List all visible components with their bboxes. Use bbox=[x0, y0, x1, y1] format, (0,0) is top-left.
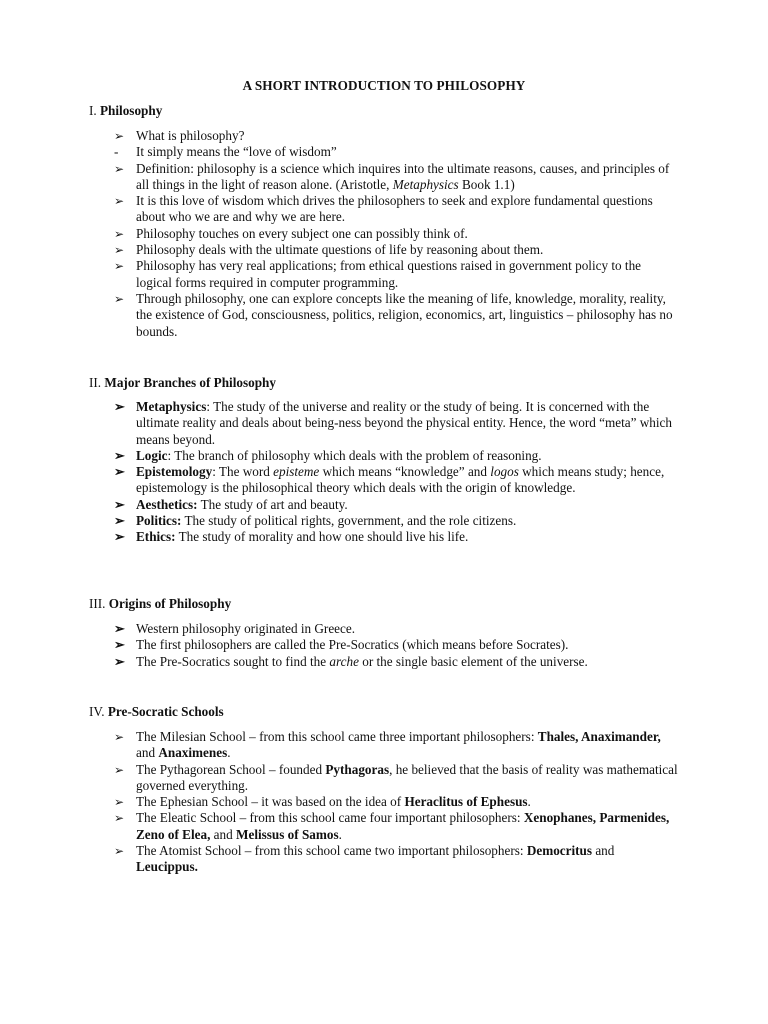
list-item: ➢ Philosophy has very real applications; from ethical questions raised in government policy to the logical forms required in computer programming. bbox=[114, 258, 642, 290]
list-item: ➢ Metaphysics: The study of the universe and reality or the study of being. It is concerned with the ultimate reality and deals about being-ness beyond the physical entity. Hence, the word “meta” which means beyond. bbox=[114, 399, 672, 447]
list-item: ➢ Aesthetics: The study of art and beauty. bbox=[114, 496, 348, 512]
origins-list bbox=[114, 621, 679, 670]
arrow-bullet-icon: ➢ bbox=[114, 259, 125, 274]
dash-bullet: - bbox=[114, 144, 119, 160]
list-subitem: - It simply means the “love of wisdom” bbox=[114, 144, 337, 160]
schools-list bbox=[114, 729, 679, 876]
arrow-bullet-icon: ➢ bbox=[114, 399, 125, 414]
section-numeral: III. bbox=[89, 596, 106, 611]
branches-list bbox=[114, 399, 679, 546]
arrow-bullet-icon: ➢ bbox=[114, 529, 125, 545]
list-item: ➢ The Ephesian School – it was based on the idea of Heraclitus of Ephesus. bbox=[114, 794, 531, 810]
arrow-bullet-icon: ➢ bbox=[114, 464, 125, 480]
arrow-bullet-icon: ➢ bbox=[114, 447, 125, 463]
arrow-bullet-icon: ➢ bbox=[114, 637, 125, 653]
list-item: ➢ It is this love of wisdom which drives the philosophers to seek and explore fundamental questions about who we are and why we are here. bbox=[114, 193, 653, 225]
list-item: ➢ The Milesian School – from this school came three important philosophers: Thales, Anaximander, and Anaximenes. bbox=[114, 729, 661, 761]
section-title: Origins of Philosophy bbox=[108, 596, 232, 611]
arrow-bullet-icon: ➢ bbox=[114, 762, 125, 777]
list-item: ➢ Western philosophy originated in Greece. bbox=[114, 621, 356, 636]
section-numeral: IV. bbox=[89, 704, 105, 719]
list-item: ➢ The Pre-Socratics sought to find the arche or the single basic element of the universe. bbox=[114, 653, 588, 669]
list-item: ➢ Ethics: The study of morality and how one should live his life. bbox=[114, 529, 469, 545]
list-item: ➢ The Eleatic School – from this school came four important philosophers: Xenophanes, Parmenides, Zeno of Elea, and Melissus of Samos. bbox=[114, 810, 670, 842]
section-heading-branches bbox=[89, 375, 276, 391]
arrow-bullet-icon: ➢ bbox=[114, 161, 125, 176]
arrow-bullet-icon: ➢ bbox=[114, 621, 125, 636]
arrow-bullet-icon: ➢ bbox=[114, 730, 125, 744]
list-item: ➢ Philosophy deals with the ultimate questions of life by reasoning about them. bbox=[114, 242, 544, 258]
section-title: Philosophy bbox=[100, 103, 163, 118]
list-item: ➢ The Atomist School – from this school came two important philosophers: Democritus and Leucippus. bbox=[114, 843, 615, 875]
arrow-bullet-icon: ➢ bbox=[114, 795, 125, 810]
list-item: ➢ What is philosophy? bbox=[114, 128, 245, 143]
section-title: Major Branches of Philosophy bbox=[104, 375, 276, 390]
section-heading-origins bbox=[89, 596, 231, 612]
arrow-bullet-icon: ➢ bbox=[114, 653, 125, 669]
philosophy-list bbox=[114, 128, 679, 340]
arrow-bullet-icon: ➢ bbox=[114, 243, 125, 258]
document-title: A SHORT INTRODUCTION TO PHILOSOPHY bbox=[242, 78, 526, 93]
list-item: ➢ Logic: The branch of philosophy which deals with the problem of reasoning. bbox=[114, 447, 542, 463]
arrow-bullet-icon: ➢ bbox=[114, 226, 125, 241]
list-item: ➢ Philosophy touches on every subject one can possibly think of. bbox=[114, 225, 468, 241]
arrow-bullet-icon: ➢ bbox=[114, 129, 125, 143]
arrow-bullet-icon: ➢ bbox=[114, 194, 125, 209]
arrow-bullet-icon: ➢ bbox=[114, 496, 125, 512]
section-heading-philosophy bbox=[89, 103, 162, 119]
arrow-bullet-icon: ➢ bbox=[114, 811, 125, 826]
section-title: Pre-Socratic Schools bbox=[107, 704, 224, 719]
section-heading-schools bbox=[89, 704, 224, 720]
list-item: ➢ The Pythagorean School – founded Pythagoras, he believed that the basis of reality was mathematical governed everything. bbox=[114, 761, 678, 793]
list-item: ➢ Through philosophy, one can explore concepts like the meaning of life, knowledge, morality, reality, the existence of God, consciousness, politics, religion, economics, art, linguistics – philosophy has no bounds. bbox=[114, 290, 673, 339]
section-numeral: II. bbox=[89, 375, 102, 390]
list-item: ➢ Epistemology: The word episteme which means “knowledge” and logos which means study; hence, epistemology is the philosophical theory which deals with the origin of knowledge. bbox=[114, 464, 665, 496]
arrow-bullet-icon: ➢ bbox=[114, 844, 125, 859]
list-item: ➢ Definition: philosophy is a science which inquires into the ultimate reasons, causes, and principles of all things in the light of reason alone. (Aristotle, Metaphysics Book 1.1) bbox=[114, 160, 670, 192]
section-numeral: I. bbox=[89, 103, 97, 118]
list-item: ➢ The first philosophers are called the Pre-Socratics (which means before Socrates). bbox=[114, 637, 569, 653]
arrow-bullet-icon: ➢ bbox=[114, 291, 125, 306]
arrow-bullet-icon: ➢ bbox=[114, 513, 125, 529]
list-item: ➢ Politics: The study of political rights, government, and the role citizens. bbox=[114, 513, 517, 529]
